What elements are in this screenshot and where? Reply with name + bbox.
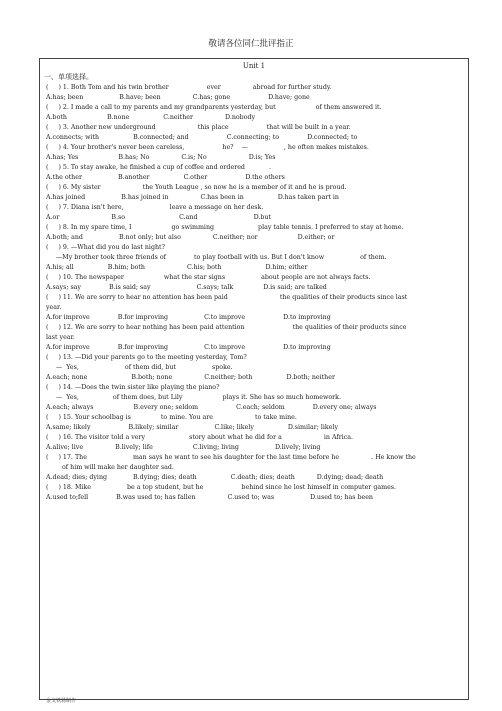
answer-option-line: A.for improve B.for improving C.to improve D.to improving xyxy=(46,314,331,321)
answer-option-line: A.has; Yes B.has; No C.is; No D.is; Yes xyxy=(46,154,276,161)
question-line: ( ) 17. The man says he want to see his daughter for the last time before he . He know the xyxy=(46,454,416,461)
answer-option-line: — Yes, of them does, but Lily plays it. She has so much homework. xyxy=(46,394,341,401)
answer-option-line: A.his; all B.him; both C.his; both D.him; either xyxy=(46,264,308,271)
answer-option-line: A.has joined B.has joined in C.has been in D.has taken part in xyxy=(46,194,339,201)
question-line: ( ) 9. —What did you do last night? xyxy=(46,244,165,251)
question-line: ( ) 6. My sister the Youth League , so now he is a member of it and he is proud. xyxy=(46,184,347,191)
answer-option-line: year. xyxy=(46,304,62,311)
question-line: ( ) 18. Mike be a top student, but he behind since he lost himself in computer games. xyxy=(46,484,397,491)
answer-option-line: —My brother took three friends of to play football with us. But I don't know of them. xyxy=(46,254,387,261)
answer-option-line: A.has; been B.have; been C.has; gone D.have; gone xyxy=(46,94,310,101)
unit-title: Unit 1 xyxy=(242,62,266,70)
question-line: ( ) 8. In my spare time, I go swimming play table tennis. I preferred to stay at home. xyxy=(46,224,404,231)
answer-option-line: A.connects; with B.connected; and C.connecting; to D.connected; to xyxy=(46,134,358,141)
answer-option-line: A.used to;fell B.was used to; has fallen C.used to; was D.used to; has been xyxy=(46,494,373,501)
answer-option-line: A.alive; live B.lively; life C.living; living D.lively; living xyxy=(46,444,321,451)
page-header: 敬请各位同仁批评指正 xyxy=(208,39,294,49)
answer-option-line: A.or B.so C.and D.but xyxy=(46,214,272,221)
question-line: ( ) 14. —Does the twin sister like playing the piano? xyxy=(46,384,220,391)
answer-option-line: A.for improve B.for improving C.to improve D.to improving xyxy=(46,344,331,351)
question-line: ( ) 10. The newspaper what the star signs about people are not always facts. xyxy=(46,274,371,281)
answer-option-line: A.each; none B.both; none C.neither; both D.both; neither xyxy=(46,374,335,381)
question-line: ( ) 5. To stay awake, he finished a cup of coffee and ordered . xyxy=(46,164,271,171)
question-line: ( ) 16. The visitor told a very story about what he did for a in Africa. xyxy=(46,434,354,441)
answer-option-line: last year. xyxy=(46,334,75,341)
question-line: ( ) 11. We are sorry to hear no attention has been paid the qualities of their products since last xyxy=(46,294,408,301)
section-title: 一、单项选择。 xyxy=(44,73,93,81)
answer-option-line: A.each; always B.every one; seldom C.each; seldom D.every one; always xyxy=(46,404,377,411)
question-line: ( ) 7. Diana isn't here, leave a message on her desk. xyxy=(46,204,264,211)
question-line: ( ) 3. Another new underground this place that will be built in a year. xyxy=(46,124,351,131)
answer-option-line: of him will make her daughter sad. xyxy=(46,464,174,471)
answer-option-line: A.says; say B.is said; say C.says; talk D.is said; are talked xyxy=(46,284,327,291)
question-line: ( ) 13. —Did your parents go to the meeting yesterday, Tom? xyxy=(46,354,247,361)
answer-option-line: A.both B.none C.neither D.nobody xyxy=(46,114,256,121)
answer-option-line: A.same; likely B.likely; similar C.like; likely D.similar; likely xyxy=(46,424,339,431)
answer-option-line: A.the other B.another C.other D.the others xyxy=(46,174,285,181)
footer-credit: 金戈铁骑制作 xyxy=(46,698,77,704)
answer-option-line: A.dead; dies; dying B.dying; dies; death C.death; dies; death D.dying; dead; death xyxy=(46,474,384,481)
exercise-frame xyxy=(39,58,469,700)
question-line: ( ) 2. I made a call to my parents and my grandparents yesterday, but of them answered it. xyxy=(46,104,382,111)
question-line: ( ) 4. Your brother's never been careless, he? — , he often makes mistakes. xyxy=(46,144,369,151)
question-line: ( ) 15. Your schoolbag is to mine. You are to take mine. xyxy=(46,414,297,421)
question-line: ( ) 12. We are sorry to hear nothing has been paid attention the qualities of their products since xyxy=(46,324,407,331)
answer-option-line: A.both; and B.not only; but also C.neither; nor D.either; or xyxy=(46,234,335,241)
question-line: ( ) 1. Both Tom and his twin brother ever abroad for further study. xyxy=(46,84,332,91)
answer-option-line: — Yes, of them did, but spoke. xyxy=(46,364,233,371)
